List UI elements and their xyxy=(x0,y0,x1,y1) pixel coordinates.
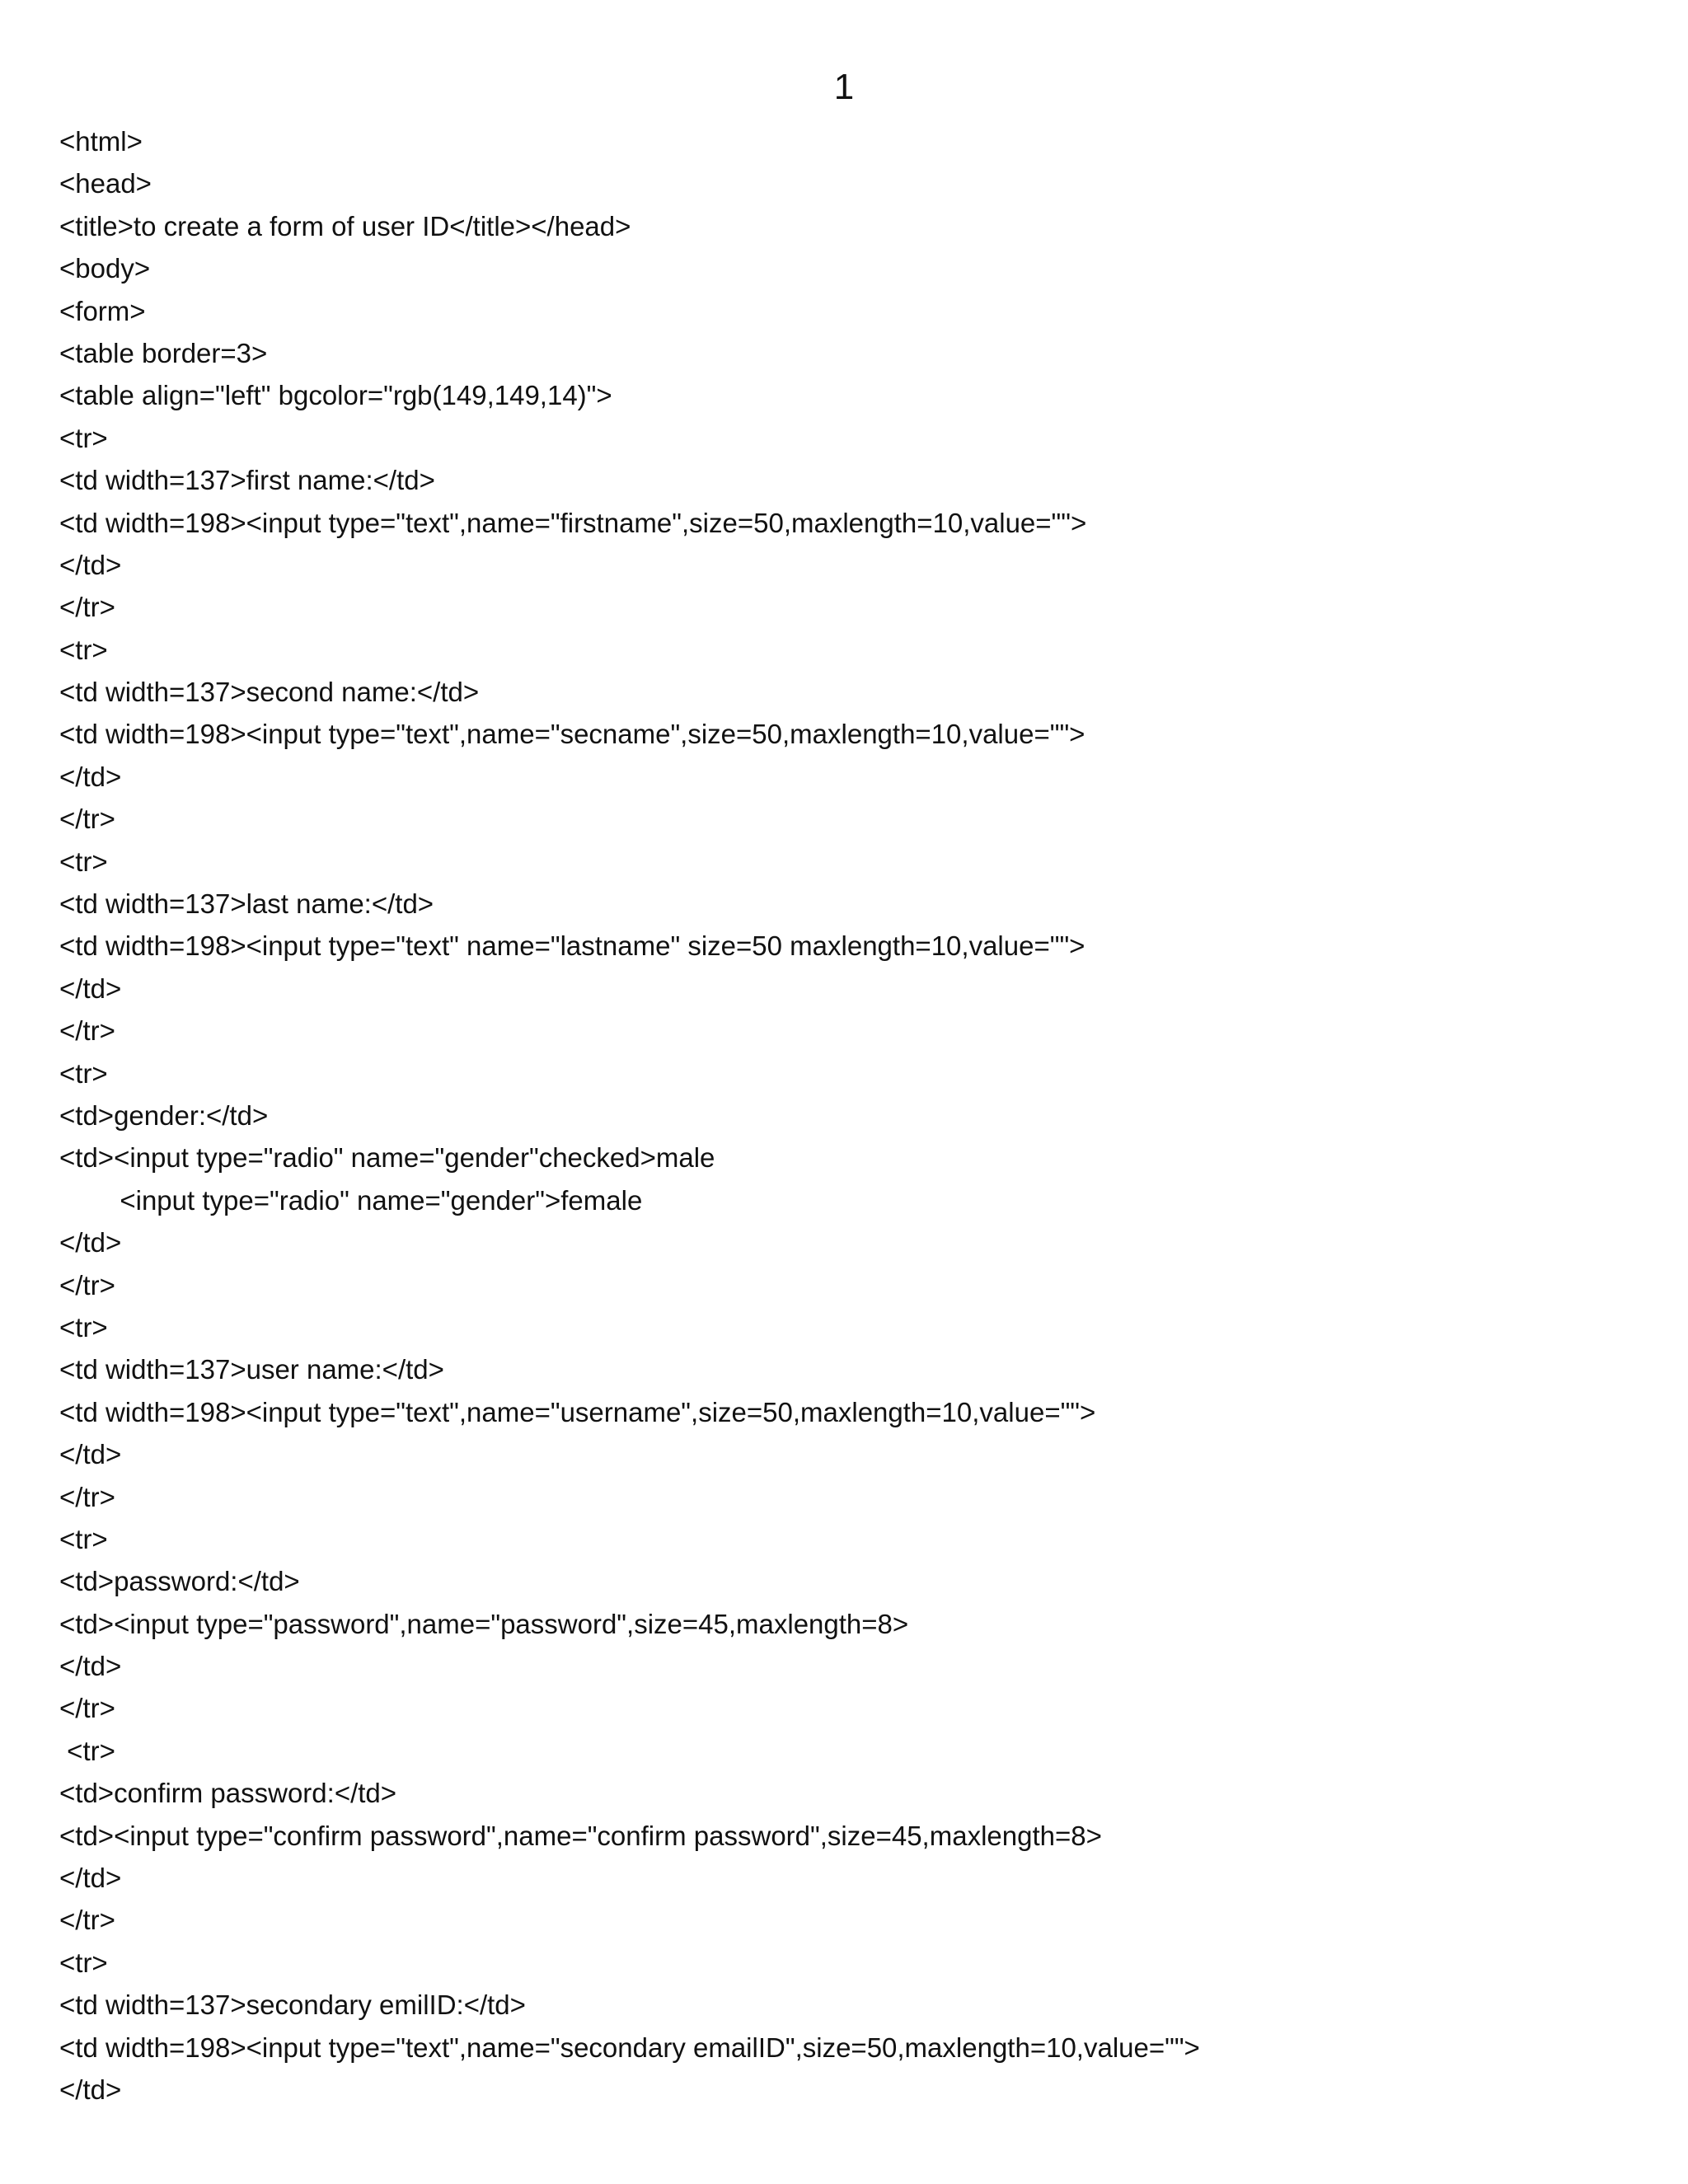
code-line: </tr> xyxy=(59,1269,115,1301)
code-line: <td><input type="radio" name="gender"checked>male xyxy=(59,1142,715,1174)
code-line: <td width=198><input type="text",name="firstname",size=50,maxlength=10,value=""> xyxy=(59,507,1087,538)
code-line: <td>password:</td> xyxy=(59,1566,300,1597)
code-line: <tr> xyxy=(59,1947,108,1978)
code-line: <tr> xyxy=(59,1735,115,1766)
code-line: </td> xyxy=(59,1863,122,1894)
code-line: </td> xyxy=(59,761,122,792)
code-line: <td width=137>second name:</td> xyxy=(59,677,480,708)
code-line: </tr> xyxy=(59,1693,115,1724)
code-line: <td width=198><input type="text",name="username",size=50,maxlength=10,value=""> xyxy=(59,1396,1096,1427)
code-line: </tr> xyxy=(59,804,115,835)
code-line: <tr> xyxy=(59,1523,108,1554)
code-line: <body> xyxy=(59,253,151,284)
code-line: <tr> xyxy=(59,846,108,877)
page-number: 1 xyxy=(833,67,855,107)
code-line: <td>confirm password:</td> xyxy=(59,1778,397,1809)
code-line: <td width=198><input type="text" name="lastname" size=50 maxlength=10,value=""> xyxy=(59,930,1085,962)
code-line: <input type="radio" name="gender">female xyxy=(59,1184,643,1216)
code-line: </tr> xyxy=(59,1905,115,1936)
code-line: <td width=198><input type="text",name="secondary emailID",size=50,maxlength=10,value=""> xyxy=(59,2032,1200,2063)
code-line: <tr> xyxy=(59,1311,108,1343)
code-line: <head> xyxy=(59,168,152,199)
code-line: </td> xyxy=(59,972,122,1004)
code-line: <tr> xyxy=(59,634,108,665)
code-line: <form> xyxy=(59,295,146,326)
code-line: <html> xyxy=(59,126,143,157)
code-line: <td width=137>last name:</td> xyxy=(59,888,434,920)
code-line: </td> xyxy=(59,1439,122,1470)
code-line: </tr> xyxy=(59,1481,115,1512)
code-line: </td> xyxy=(59,1651,122,1682)
code-line: <td width=137>first name:</td> xyxy=(59,465,435,496)
code-line: </tr> xyxy=(59,1015,115,1047)
code-line: <table align="left" bgcolor="rgb(149,149,14)"> xyxy=(59,380,612,411)
code-line: <td width=137>user name:</td> xyxy=(59,1354,444,1385)
code-listing xyxy=(59,120,1658,2111)
code-line: <td width=198><input type="text",name="secname",size=50,maxlength=10,value=""> xyxy=(59,719,1085,750)
code-line: </td> xyxy=(59,2074,122,2105)
code-line: <td>gender:</td> xyxy=(59,1099,269,1131)
code-line: <tr> xyxy=(59,422,108,453)
code-line: <title>to create a form of user ID</title></head> xyxy=(59,210,631,241)
code-line: </td> xyxy=(59,1227,122,1258)
code-line: <td><input type="confirm password",name="confirm password",size=45,maxlength=8> xyxy=(59,1820,1102,1851)
code-line: </tr> xyxy=(59,592,115,623)
code-line: <tr> xyxy=(59,1057,108,1089)
code-line: </td> xyxy=(59,549,122,580)
code-line: <td><input type="password",name="password",size=45,maxlength=8> xyxy=(59,1608,909,1639)
code-line: <table border=3> xyxy=(59,337,268,368)
code-line: <td width=137>secondary emilID:</td> xyxy=(59,1990,526,2021)
